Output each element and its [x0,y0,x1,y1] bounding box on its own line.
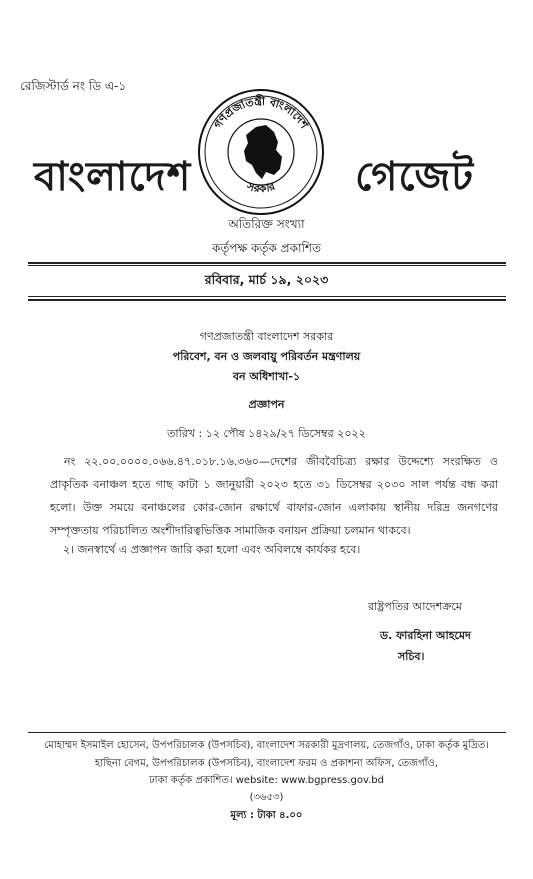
government-seal-icon [196,87,326,217]
footer-printer: মোহাম্মদ ইসমাইল হোসেন, উপপরিচালক (উপসচিব), বাংলাদেশ সরকারী মুদ্রণালয়, তেজগাঁও, ঢাকা কর্তৃক মুদ্রিত। [44,740,489,751]
seal-bottom-text: সরকার [245,179,277,196]
authority-label: কর্তৃপক্ষ কর্তৃক প্রকাশিত [211,241,322,255]
header-rule-top [28,262,506,264]
extraordinary-label: অতিরিক্ত সংখ্যা [228,217,305,231]
header-rule-bottom [28,299,506,301]
footer-website: ঢাকা কর্তৃক প্রকাশিত। website: www.bgpress.gov.bd [149,775,384,786]
header-rule-bottom-inner [28,296,506,297]
svg-text:সরকার [244,179,277,195]
registration-number: রেজিস্টার্ড নং ডি এ-১ [20,79,127,93]
masthead-left: বাংলাদেশ [34,154,192,200]
notice-date: তারিখ : ১২ পৌষ ১৪২৯/২৭ ডিসেম্বর ২০২২ [167,427,366,440]
notice-paragraph-2: ২। জনস্বার্থে এ প্রজ্ঞাপন জারি করা হলো এবং অবিলম্বে কার্যকর হবে। [63,543,361,556]
signatory-name: ড. ফারহিনা আহমেদ [380,629,471,642]
government-name: গণপ্রজাতন্ত্রী বাংলাদেশ সরকার [199,330,334,343]
footer-page-ref: (৩৬৫৩) [249,792,284,803]
presidential-order: রাষ্ট্রপতির আদেশক্রমে [368,600,462,613]
footer-price: মূল্য : টাকা ৪.০০ [230,810,303,821]
notice-type: প্রজ্ঞাপন [248,398,285,411]
seal-top-text: গণপ্রজাতন্ত্রী বাংলাদেশ [211,94,311,131]
footer-publisher: হাছিনা বেগম, উপপরিচালক (উপসচিব), বাংলাদেশ ফরম ও প্রকাশনা অফিস, তেজগাঁও, [94,758,439,769]
issue-date: রবিবার, মার্চ ১৯, ২০২৩ [204,272,329,287]
ministry-name: পরিবেশ, বন ও জলবায়ু পরিবর্তন মন্ত্রণালয় [172,350,361,363]
signatory-title: সচিব। [398,650,425,663]
branch-name: বন অধিশাখা-১ [232,370,301,383]
footer-rule [28,732,506,733]
notice-paragraph-1: নং ২২.০০.০০০০.০৬৬.৪৭.০১৮.১৬.৩৬০—দেশের জীববৈচিত্র্য রক্ষার উদ্দেশ্যে সংরক্ষিত ও প্রাকৃতিক বনাঞ্চল হতে গাছ কাটা ১ জানুয়ারী ২০২৩ হতে ৩১ ডিসেম্বর ২০৩০ সাল পর্যন্ত বন্ধ করা হলো। উক্ত সময়ে বনাঞ্চলের কোর-জোন রক্ষার্থে বাফার-জোন এলাকায় স্থানীয় দরিদ্র জনগণের সম্পৃক্ততায় পরিচালিত অংশীদারিত্বভিত্তিক সামাজিক বনায়ন প্রক্রিয়া চলমান থাকবে। [50,455,498,537]
masthead-right: গেজেট [355,154,475,200]
header-rule-top-inner [28,265,506,266]
